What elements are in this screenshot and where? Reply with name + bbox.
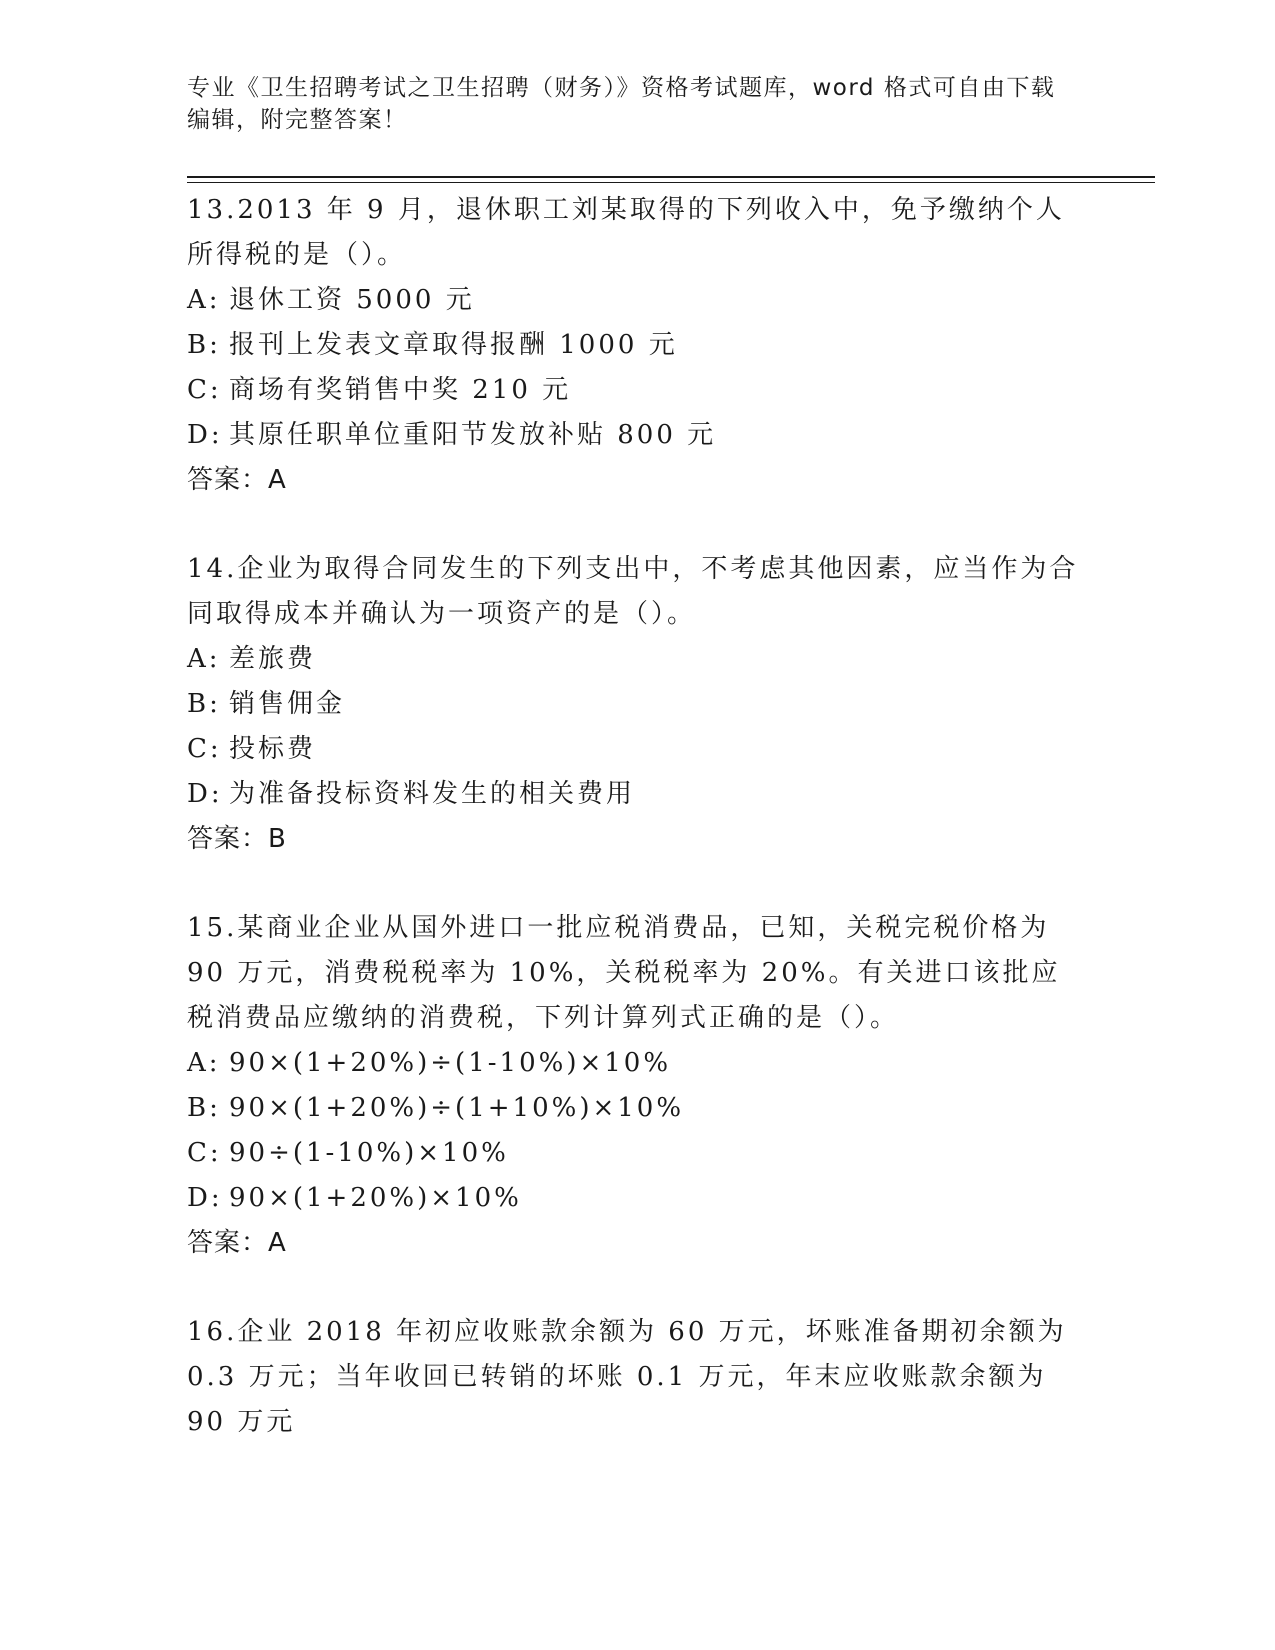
question-text: 15.某商业企业从国外进口一批应税消费品，已知，关税完税价格为 90 万元，消费税税率为 10%，关税税率为 20%。有关进口该批应税消费品应缴纳的消费税，下列计算列式正确的是（）。 [187,913,1061,1033]
question-list [187,188,1087,1489]
option-b [187,323,1087,368]
question-15 [187,906,1087,1266]
header-divider-thin [187,182,1155,183]
option-text: 投标费 [229,734,317,764]
option-text: 商场有奖销售中奖 210 元 [229,375,572,405]
option-letter: A: [187,644,221,674]
option-text: 90×(1+20%)÷(1-10%)×10% [229,1048,672,1078]
option-letter: D: [187,779,223,809]
answer-line: 答案：A [187,465,287,495]
option-b [187,1086,1087,1131]
answer-line: 答案：A [187,1228,287,1258]
option-text: 其原任职单位重阳节发放补贴 800 元 [229,420,717,450]
option-letter: A: [187,285,221,315]
header-line-1: 专业《卫生招聘考试之卫生招聘（财务）》资格考试题库，word 格式可自由下载 [187,75,1056,101]
option-letter: A: [187,1048,221,1078]
header-divider-thick [187,176,1155,178]
question-text: 13.2013 年 9 月，退休职工刘某取得的下列收入中，免予缴纳个人所得税的是（）。 [187,195,1065,270]
option-c [187,1131,1087,1176]
option-letter: C: [187,375,222,405]
question-13 [187,188,1087,503]
option-text: 退休工资 5000 元 [229,285,475,315]
option-text: 报刊上发表文章取得报酬 1000 元 [229,330,678,360]
document-header [187,72,1087,136]
option-letter: B: [187,330,221,360]
option-d [187,772,1087,817]
option-letter: C: [187,734,222,764]
option-d [187,1176,1087,1221]
question-16 [187,1310,1087,1445]
question-text: 16.企业 2018 年初应收账款余额为 60 万元，坏账准备期初余额为 0.3 万元；当年收回已转销的坏账 0.1 万元，年末应收账款余额为 90 万元 [187,1317,1067,1437]
option-b [187,682,1087,727]
option-c [187,368,1087,413]
option-letter: D: [187,1183,223,1213]
option-c [187,727,1087,772]
question-14 [187,547,1087,862]
option-text: 90×(1+20%)÷(1+10%)×10% [229,1093,685,1123]
option-text: 90×(1+20%)×10% [229,1183,522,1213]
option-d [187,413,1087,458]
option-letter: C: [187,1138,222,1168]
option-text: 为准备投标资料发生的相关费用 [229,779,636,809]
option-letter: D: [187,420,223,450]
option-letter: B: [187,1093,221,1123]
header-line-2: 编辑，附完整答案！ [187,107,408,133]
option-text: 销售佣金 [229,689,346,719]
option-a [187,637,1087,682]
option-text: 差旅费 [229,644,317,674]
option-a [187,278,1087,323]
option-a [187,1041,1087,1086]
question-text: 14.企业为取得合同发生的下列支出中，不考虑其他因素，应当作为合同取得成本并确认为一项资产的是（）。 [187,554,1079,629]
answer-line: 答案：B [187,824,287,854]
option-letter: B: [187,689,221,719]
option-text: 90÷(1-10%)×10% [229,1138,509,1168]
